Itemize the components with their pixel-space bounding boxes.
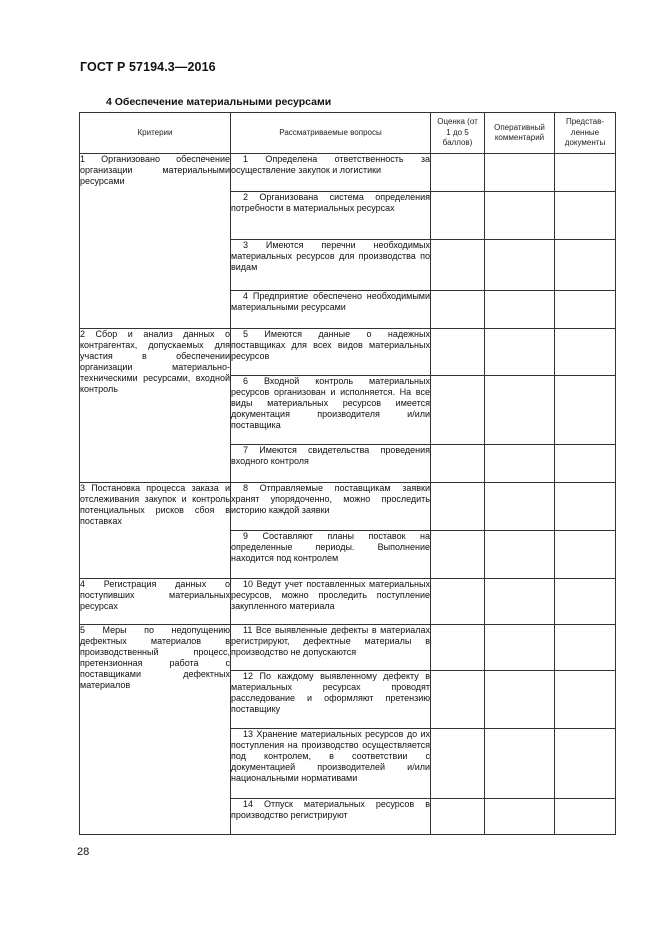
comment-cell[interactable]	[485, 154, 555, 192]
comment-cell[interactable]	[485, 671, 555, 729]
question-text: 1 Определена ответственность за осуществление закупок и логистики	[231, 154, 430, 175]
comment-cell[interactable]	[485, 531, 555, 579]
header-score: Оценка (от 1 до 5 баллов)	[431, 113, 485, 154]
question-cell	[231, 799, 431, 835]
comment-cell[interactable]	[485, 729, 555, 799]
question-text: 14 Отпуск материальных ресурсов в производство регистрируют	[231, 799, 430, 820]
question-text: 9 Составляют планы поставок на определенные периоды. Выполнение находится под контролем	[231, 531, 430, 563]
comment-cell[interactable]	[485, 445, 555, 483]
header-criteria: Критерии	[80, 113, 231, 154]
question-cell	[231, 376, 431, 445]
question-text: 3 Имеются перечни необходимых материальных ресурсов для производства по видам	[231, 240, 430, 272]
table-row	[80, 329, 616, 376]
comment-cell[interactable]	[485, 291, 555, 329]
comment-cell[interactable]	[485, 579, 555, 625]
question-cell	[231, 154, 431, 192]
score-cell[interactable]	[431, 579, 485, 625]
score-cell[interactable]	[431, 154, 485, 192]
question-cell	[231, 329, 431, 376]
table-row	[80, 579, 616, 625]
question-text: 5 Имеются данные о надежных поставщиках для всех видов материальных ресурсов	[231, 329, 430, 361]
section-title: 4 Обеспечение материальными ресурсами	[106, 96, 332, 108]
score-cell[interactable]	[431, 192, 485, 240]
score-cell[interactable]	[431, 291, 485, 329]
documents-cell[interactable]	[555, 329, 616, 376]
documents-cell[interactable]	[555, 376, 616, 445]
score-cell[interactable]	[431, 729, 485, 799]
documents-cell[interactable]	[555, 671, 616, 729]
comment-cell[interactable]	[485, 329, 555, 376]
documents-cell[interactable]	[555, 445, 616, 483]
header-comment: Оперативный комментарий	[485, 113, 555, 154]
documents-cell[interactable]	[555, 240, 616, 291]
question-text: 7 Имеются свидетельства проведения входного контроля	[231, 445, 430, 466]
question-text: 4 Предприятие обеспечено необходимыми материальными ресурсами	[231, 291, 430, 312]
documents-cell[interactable]	[555, 531, 616, 579]
score-cell[interactable]	[431, 483, 485, 531]
question-cell	[231, 579, 431, 625]
comment-cell[interactable]	[485, 192, 555, 240]
question-cell	[231, 531, 431, 579]
comment-cell[interactable]	[485, 625, 555, 671]
documents-cell[interactable]	[555, 192, 616, 240]
question-text: 12 По каждому выявленному дефекту в материальных ресурсах проводят расследование и оформляют претензию поставщику	[231, 671, 430, 714]
documents-cell[interactable]	[555, 483, 616, 531]
score-cell[interactable]	[431, 376, 485, 445]
question-text: 8 Отправляемые поставщикам заявки хранят упорядоченно, можно проследить историю каждой заявки	[231, 483, 430, 515]
score-cell[interactable]	[431, 445, 485, 483]
header-docs: Представ-ленные документы	[555, 113, 616, 154]
document-id: ГОСТ Р 57194.3—2016	[80, 60, 216, 74]
score-cell[interactable]	[431, 625, 485, 671]
documents-cell[interactable]	[555, 291, 616, 329]
documents-cell[interactable]	[555, 625, 616, 671]
score-cell[interactable]	[431, 671, 485, 729]
question-cell	[231, 729, 431, 799]
score-cell[interactable]	[431, 799, 485, 835]
question-text: 11 Все выявленные дефекты в материалах регистрируют, дефектные материалы в производство не допускаются	[231, 625, 430, 657]
documents-cell[interactable]	[555, 154, 616, 192]
criterion-cell: 4 Регистрация данных о поступивших материальных ресурсах	[80, 579, 231, 625]
comment-cell[interactable]	[485, 376, 555, 445]
table-row	[80, 483, 616, 531]
score-cell[interactable]	[431, 531, 485, 579]
question-cell	[231, 483, 431, 531]
question-text: 10 Ведут учет поставленных материальных ресурсов, можно проследить поступление закупленного материала	[231, 579, 430, 611]
question-text: 2 Организована система определения потребности в материальных ресурсах	[231, 192, 430, 213]
criterion-cell: 5 Меры по недопущению дефектных материалов в производственный процесс, претензионная работа с поставщиками дефектных материалов	[80, 625, 231, 835]
question-cell	[231, 625, 431, 671]
question-text: 13 Хранение материальных ресурсов до их поступления на производство осуществляется под контролем, в соответствии с документацией производителей и/или национальными нормативами	[231, 729, 430, 783]
comment-cell[interactable]	[485, 240, 555, 291]
table-row	[80, 625, 616, 671]
documents-cell[interactable]	[555, 799, 616, 835]
question-cell	[231, 671, 431, 729]
comment-cell[interactable]	[485, 799, 555, 835]
question-cell	[231, 240, 431, 291]
score-cell[interactable]	[431, 329, 485, 376]
criterion-cell: 1 Организовано обеспечение организации материальными ресурсами	[80, 154, 231, 329]
question-cell	[231, 291, 431, 329]
criterion-cell: 2 Сбор и анализ данных о контрагентах, допускаемых для участия в обеспечении организации материально-техническими ресурсами, входной контроль	[80, 329, 231, 483]
header-questions: Рассматриваемые вопросы	[231, 113, 431, 154]
score-cell[interactable]	[431, 240, 485, 291]
question-text: 6 Входной контроль материальных ресурсов организован и исполняется. На все виды материальных ресурсов имеется документация производителя и/или поставщика	[231, 376, 430, 430]
documents-cell[interactable]	[555, 579, 616, 625]
page-number: 28	[77, 846, 90, 858]
comment-cell[interactable]	[485, 483, 555, 531]
documents-cell[interactable]	[555, 729, 616, 799]
question-cell	[231, 445, 431, 483]
criterion-cell: 3 Постановка процесса заказа и отслеживания закупок и контроль потенциальных рисков сбоя в поставках	[80, 483, 231, 579]
question-cell	[231, 192, 431, 240]
table-row	[80, 154, 616, 192]
header-row	[80, 113, 616, 154]
checklist-table	[79, 112, 616, 835]
